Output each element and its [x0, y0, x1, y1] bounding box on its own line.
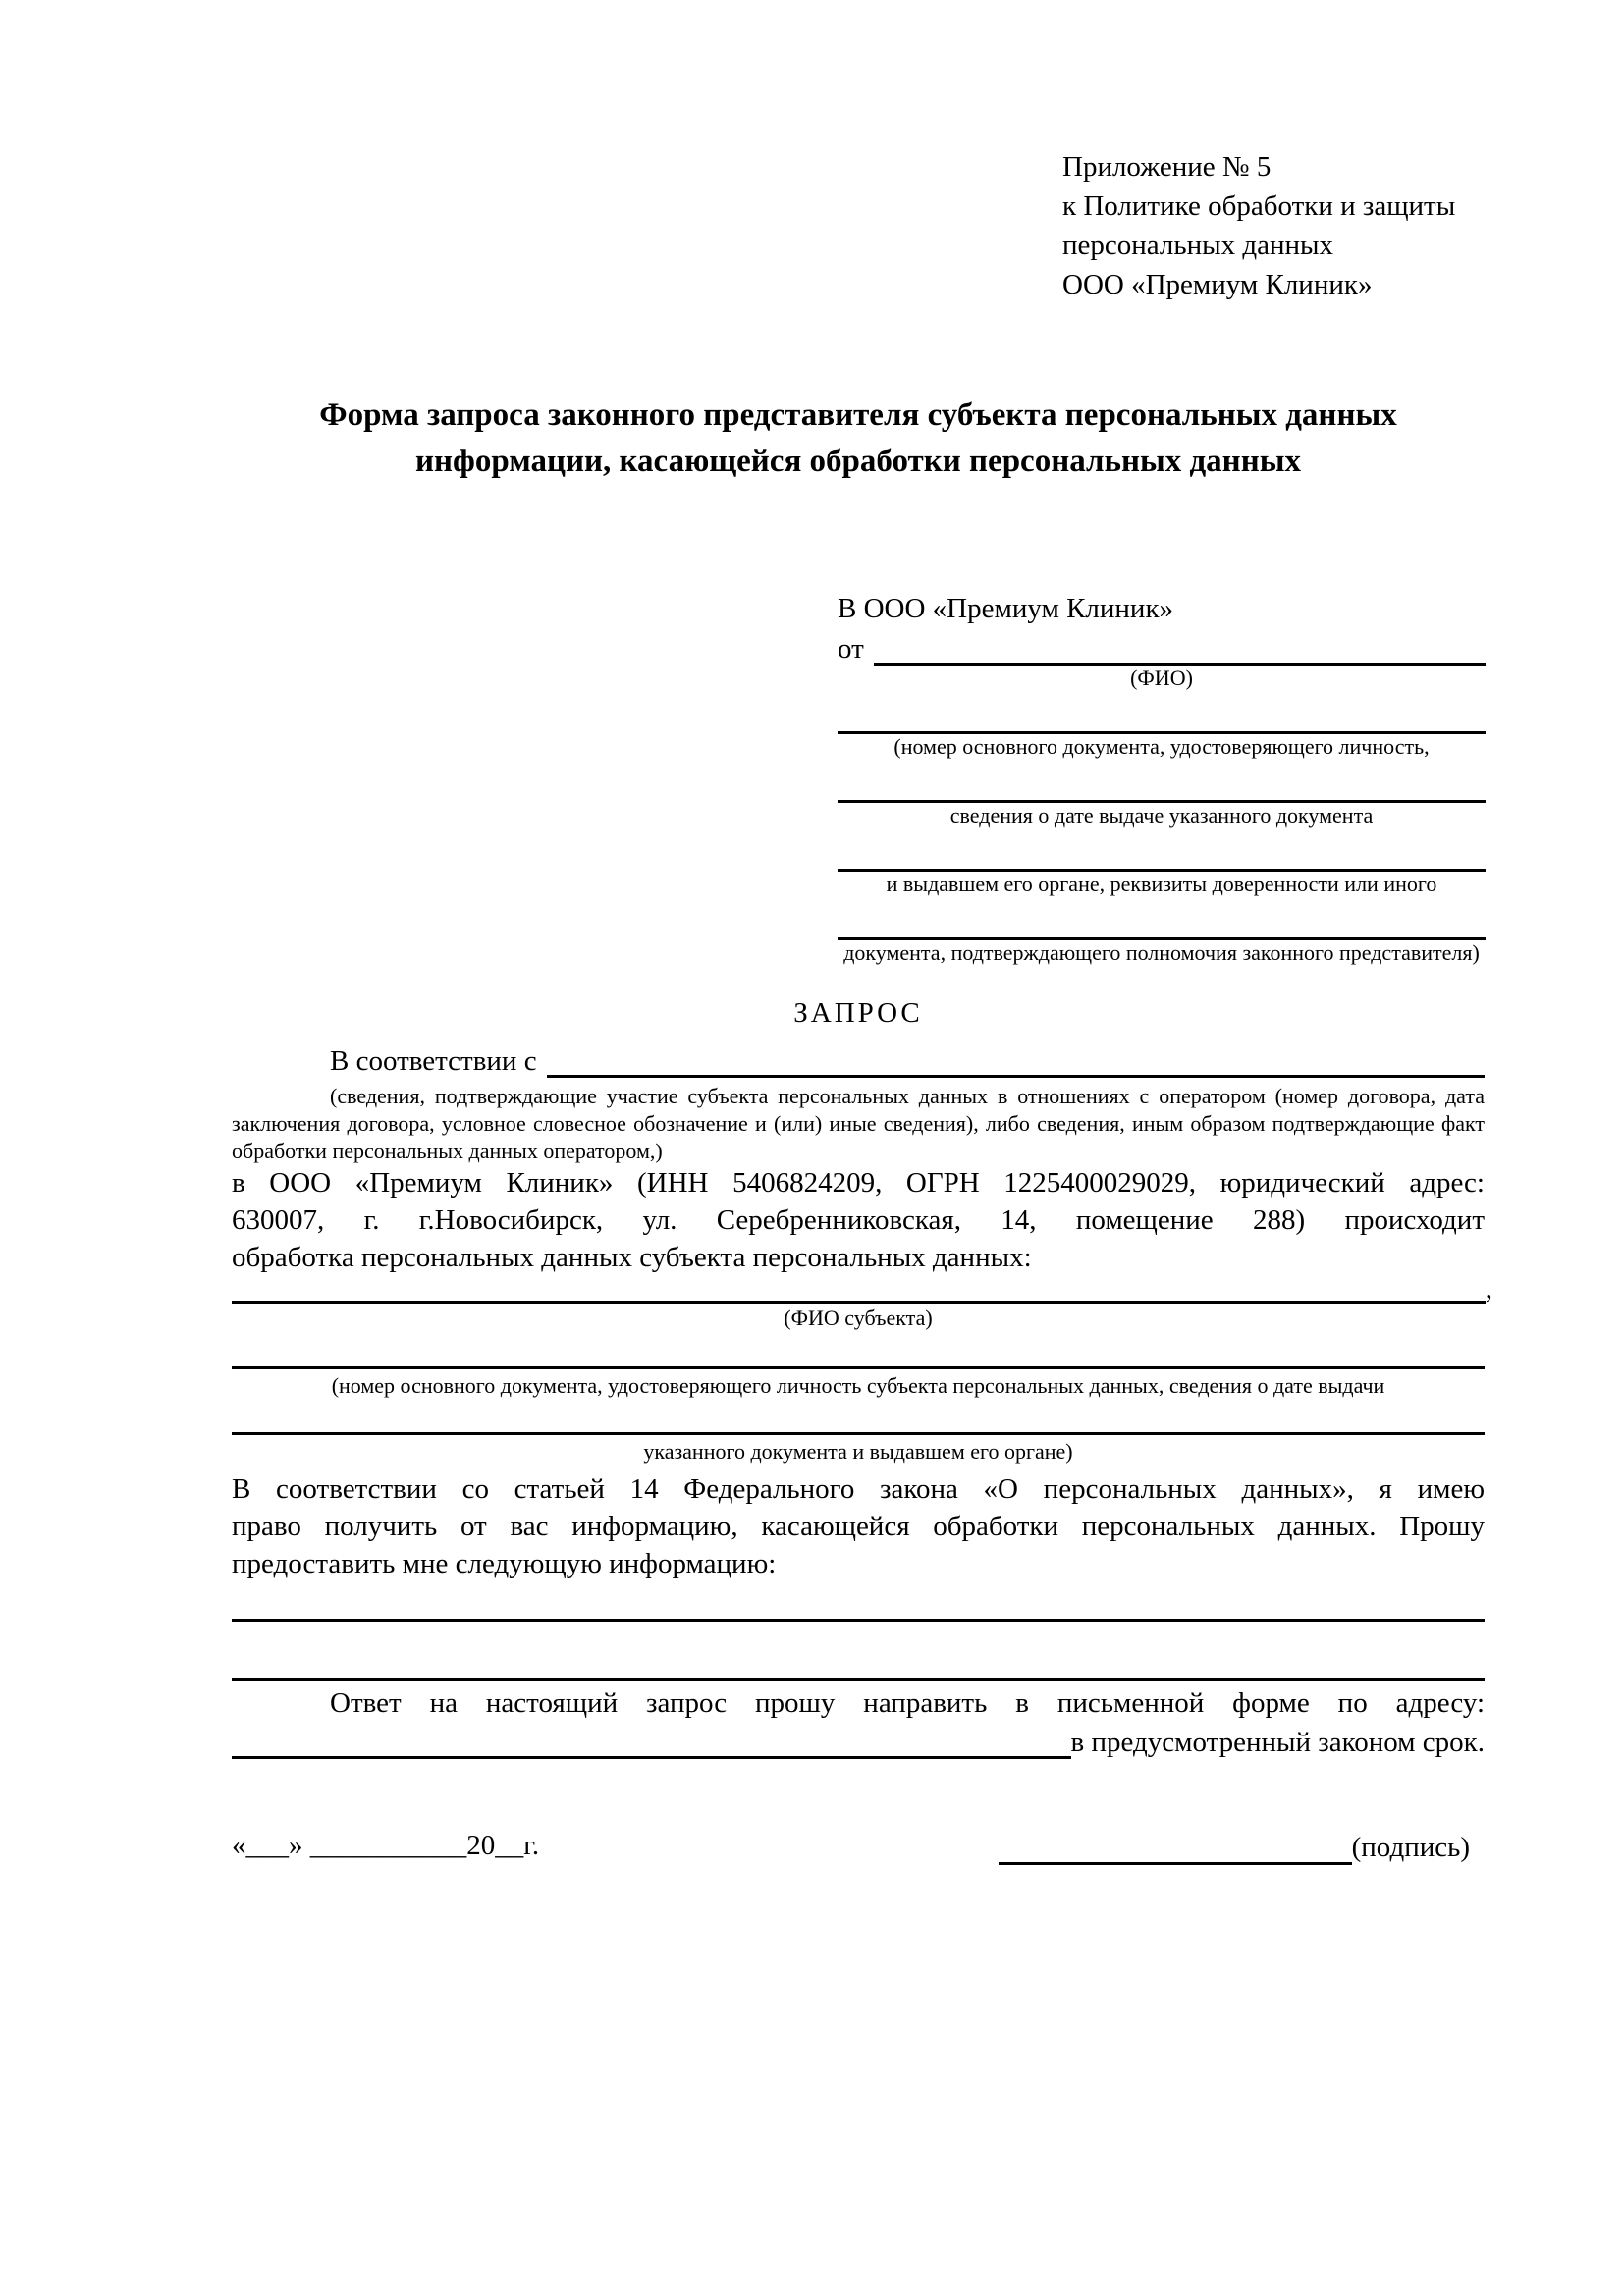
- subject-name-blank-line: [232, 1271, 1486, 1304]
- representative-doc-blank-line: [838, 760, 1486, 803]
- from-row: [838, 628, 1486, 666]
- subject-name-row: [232, 1268, 1492, 1304]
- footnote-line: обработки персональных данных оператором,): [232, 1139, 663, 1163]
- representative-name-blank-line: [874, 632, 1486, 666]
- intro-label: В соответствии с: [330, 1045, 537, 1077]
- appendix-line: ООО «Премиум Клиник»: [1062, 269, 1373, 300]
- form-title-line: информации, касающейся обработки персональных данных: [415, 444, 1301, 479]
- field-caption-subject-fio: (ФИО субъекта): [784, 1306, 933, 1330]
- law-paragraph-line: В соответствии со статьей 14 Федерального закона «О персональных данных», я имею: [232, 1473, 1485, 1505]
- reply-tail-text: в предусмотренный законом срок.: [1070, 1727, 1485, 1758]
- requested-info-blank-line: [232, 1645, 1485, 1681]
- field-caption-fio: (ФИО): [1130, 666, 1193, 690]
- footnote-line: заключения договора, условное словесное обозначение и (или) иные сведения), либо сведения, иным образом подтверждающие факт: [232, 1111, 1485, 1136]
- representative-doc-blank-line: [838, 897, 1486, 940]
- comma: ,: [1485, 1273, 1492, 1305]
- basis-blank-line: [547, 1044, 1485, 1078]
- appendix-line: персональных данных: [1062, 230, 1334, 261]
- appendix-block: [1062, 147, 1455, 304]
- appendix-line: к Политике обработки и защиты: [1062, 190, 1456, 222]
- representative-doc-blank-line: [838, 691, 1486, 734]
- signature-group: [999, 1826, 1470, 1865]
- request-heading: ЗАПРОС: [793, 997, 923, 1029]
- representative-doc-blank-line: [838, 828, 1486, 872]
- subject-doc-blank-line: [232, 1404, 1485, 1435]
- field-caption: указанного документа и выдавшем его органе): [643, 1439, 1073, 1464]
- date-line: «___» ___________20__г.: [232, 1830, 540, 1861]
- field-caption: и выдавшем его органе, реквизиты доверенности или иного: [886, 872, 1437, 896]
- field-caption: (номер основного документа, удостоверяющего личность субъекта персональных данных, сведения о дате выдачи: [331, 1373, 1385, 1398]
- reply-paragraph: [232, 1684, 1485, 1759]
- form-title-line: Форма запроса законного представителя субъекта персональных данных: [319, 398, 1397, 433]
- signature-caption: (подпись): [1351, 1832, 1470, 1863]
- operator-paragraph-line: в ООО «Премиум Клиник» (ИНН 5406824209, ОГРН 1225400029029, юридический адрес:: [232, 1167, 1485, 1199]
- field-caption: документа, подтверждающего полномочия законного представителя): [843, 940, 1480, 965]
- law-paragraph-line: предоставить мне следующую информацию:: [232, 1548, 777, 1579]
- footnote-line: (сведения, подтверждающие участие субъекта персональных данных в отношениях с оператором (номер договора, дата: [330, 1084, 1485, 1108]
- date-signature-row: [232, 1822, 1485, 1865]
- recipient-to-line: В ООО «Премиум Клиник»: [838, 593, 1174, 624]
- field-caption: сведения о дате выдаче указанного документа: [949, 803, 1374, 828]
- signature-blank-line: [999, 1826, 1352, 1865]
- reply-address-row: [232, 1722, 1485, 1759]
- reply-paragraph-line: Ответ на настоящий запрос прошу направить в письменной форме по адресу:: [330, 1687, 1485, 1719]
- recipient-block: [838, 589, 1486, 966]
- law-paragraph-line: право получить от вас информацию, касающейся обработки персональных данных. Прошу: [232, 1511, 1485, 1542]
- law-paragraph: [232, 1470, 1485, 1582]
- basis-row: [232, 1041, 1485, 1078]
- appendix-line: Приложение № 5: [1062, 151, 1272, 183]
- form-title: [232, 393, 1485, 485]
- reply-address-blank-line: [232, 1726, 1071, 1759]
- operator-paragraph-line: 630007, г. г.Новосибирск, ул. Серебренниковская, 14, помещение 288) происходит: [232, 1204, 1485, 1236]
- from-label: от: [838, 633, 864, 665]
- requested-info-blank-line: [232, 1586, 1485, 1622]
- operator-paragraph-line: обработка персональных данных субъекта персональных данных:: [232, 1242, 1032, 1273]
- operator-paragraph: [232, 1164, 1485, 1276]
- subject-doc-blank-line: [232, 1335, 1485, 1369]
- basis-footnote: [232, 1083, 1485, 1165]
- field-caption: (номер основного документа, удостоверяющего личность,: [893, 734, 1430, 759]
